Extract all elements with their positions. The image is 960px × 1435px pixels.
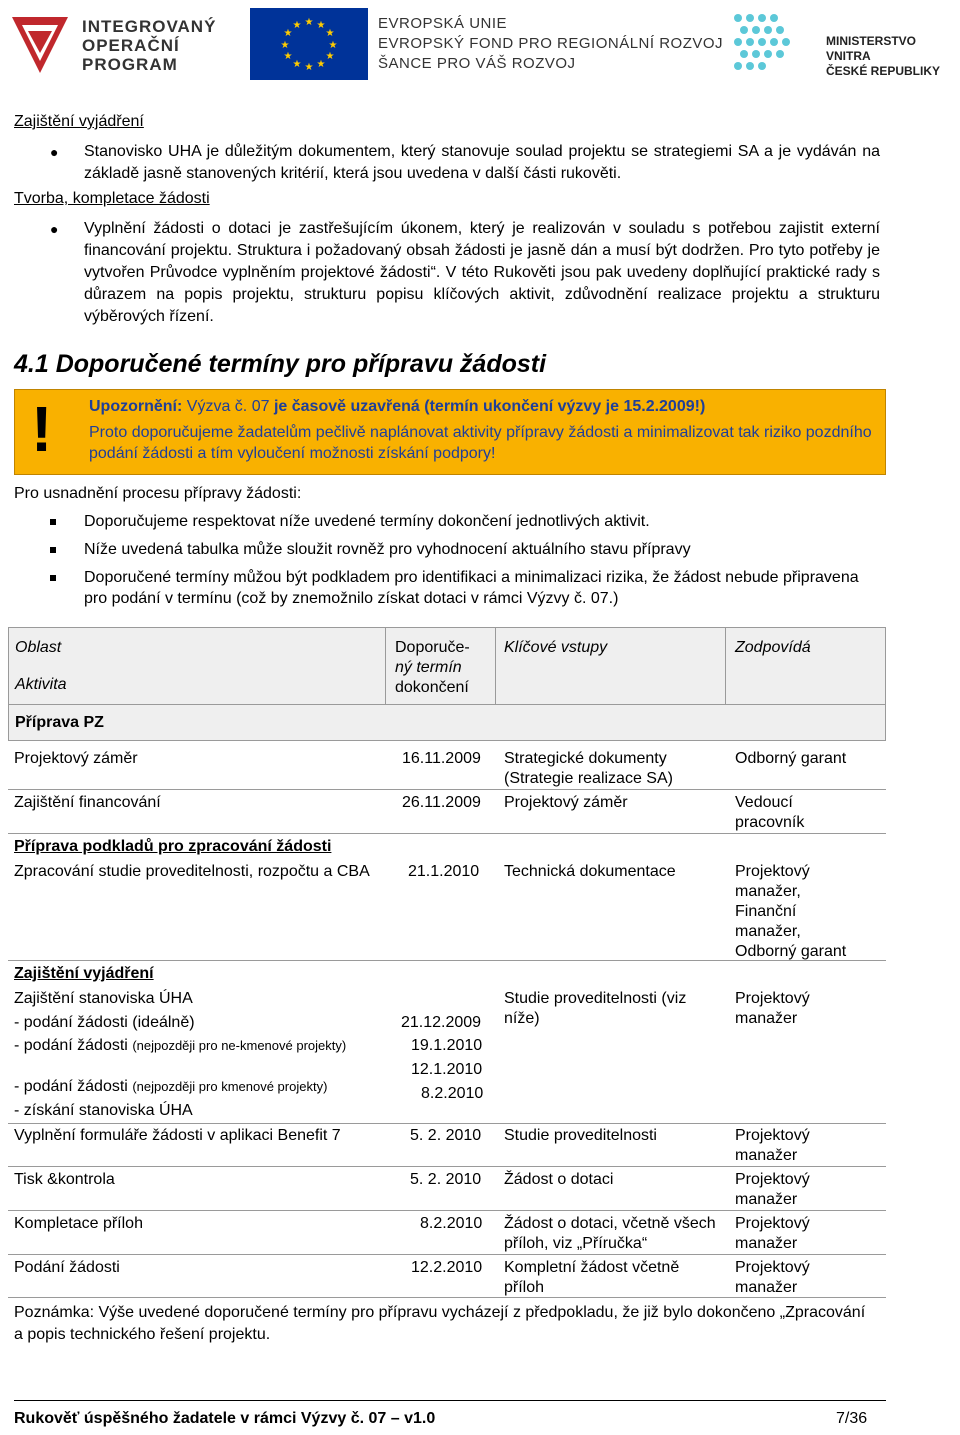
list-item: Doporučené termíny můžou být podkladem pro identifikaci a minimalizaci rizika, že žádost nebude připravena pro podání v termínu (což by znemožnilo získat dotaci v rámci Výzvy č. 07.): [50, 567, 880, 609]
table-cell: 12.1.2010: [411, 1061, 483, 1078]
svg-text:★: ★: [292, 59, 302, 70]
svg-text:★: ★: [325, 51, 335, 62]
table-cell: - podání žádosti (nejpozději pro ne-kmenové projekty): [14, 1037, 347, 1054]
square-bullet-icon: [50, 511, 84, 532]
table-cell: 8.2.2010: [420, 1215, 483, 1232]
svg-text:★: ★: [292, 20, 302, 31]
iop-logo: [12, 6, 222, 84]
svg-text:★: ★: [316, 20, 326, 31]
table-cell: 5. 2. 2010: [410, 1127, 482, 1144]
table-cell: Odborný garant: [735, 750, 847, 767]
table-cell: Zajištění stanoviska ÚHA: [14, 990, 193, 1007]
table-cell: Strategické dokumenty (Strategie realizace SA): [504, 750, 673, 787]
table-cell: Studie proveditelnosti: [504, 1127, 657, 1144]
table-cell: 12.2.2010: [411, 1259, 483, 1276]
svg-text:★: ★: [328, 40, 338, 51]
table-cell: 19.1.2010: [411, 1037, 483, 1054]
table-cell: Kompletace příloh: [14, 1215, 143, 1232]
table-cell: Projektový manažer: [735, 1259, 810, 1296]
svg-text:★: ★: [316, 59, 326, 70]
table-cell: Zpracování studie proveditelnosti, rozpočtu a CBA: [14, 863, 370, 880]
iop-logo-text: INTEGROVANÝ OPERAČNÍ PROGRAM: [82, 16, 217, 74]
iop-logo-mark: [12, 13, 76, 77]
table-header: [8, 627, 886, 741]
table-cell: 26.11.2009: [402, 794, 481, 811]
table-cell: - získání stanoviska ÚHA: [14, 1102, 193, 1119]
footer-divider: [14, 1400, 886, 1401]
section-title-opinion: Zajištění vyjádření: [14, 113, 144, 130]
svg-text:★: ★: [283, 28, 293, 39]
square-bullet-icon: [50, 539, 84, 560]
table-cell: 16.11.2009: [402, 750, 481, 767]
header-activity: Aktivita: [15, 676, 67, 693]
intro-text: Pro usnadnění procesu přípravy žádosti:: [14, 485, 302, 502]
section-title-application: Tvorba, kompletace žádosti: [14, 190, 210, 207]
table-cell: Projektový manažer: [735, 1171, 810, 1208]
table-cell: 21.1.2010: [408, 863, 480, 880]
table-cell: Podání žádosti: [14, 1259, 120, 1276]
header-inputs: Klíčové vstupy: [504, 639, 608, 656]
table-cell: Studie proveditelnosti (viz níže): [504, 990, 687, 1027]
eu-flag-icon: [250, 8, 368, 80]
table-cell: Projektový manažer: [735, 990, 810, 1027]
table-cell: Projektový manažer: [735, 1215, 810, 1252]
table-note: Poznámka: Výše uvedené doporučené termíny pro přípravu vycházejí z předpokladu, že již bylo dokončeno „Zpracování a popis technického řešení projektu.: [14, 1304, 866, 1343]
table-cell: Projektový záměr: [14, 750, 138, 767]
table-cell: 8.2.2010: [421, 1085, 484, 1102]
warning-box: [14, 389, 886, 475]
warning-headline: Upozornění: Výzva č. 07 je časově uzavřená (termín ukončení výzvy je 15.2.2009!): [89, 398, 706, 415]
table-cell: Projektový manažer: [735, 1127, 810, 1164]
warning-text: Proto doporučujeme žadatelům pečlivě naplánovat aktivity přípravy žádosti a minimalizovat tak riziko pozdního podání žádosti a tím vyloučení možnosti získání podpory!: [89, 424, 872, 462]
svg-text:★: ★: [304, 62, 314, 73]
square-bullet-icon: [50, 567, 84, 609]
list-item: Níže uvedená tabulka může sloužit rovněž pro vyhodnocení aktuálního stavu přípravy: [50, 539, 880, 560]
group-prep: Příprava PZ: [15, 714, 104, 731]
ministry-text: MINISTERSTVO VNITRA ČESKÉ REPUBLIKY: [826, 34, 941, 78]
svg-text:★: ★: [283, 51, 293, 62]
table-cell: Vyplnění formuláře žádosti v aplikaci Benefit 7: [14, 1127, 341, 1144]
table-cell: Zajištění financování: [14, 794, 161, 811]
list-item: ● Vyplnění žádosti o dotaci je zastřešujícím úkonem, který je realizován v souladu s potřebou zajistit externí financování projektu. Struktura i požadovaný obsah žádosti je jasně dán a musí být dodržen. Pro tyto potřeby je vytvořen Průvodce vyplněním projektové žádosti“. V této Rukověti jsou pak uvedeny doplňující praktické rady s důrazem na popis projektu, strukturu popisu klíčových aktivit, zdůvodnění realizace projektu a strukturu výběrových řízení.: [50, 218, 880, 328]
table-cell: 5. 2. 2010: [410, 1171, 482, 1188]
svg-text:★: ★: [280, 40, 290, 51]
section-heading: 4.1 Doporučené termíny pro přípravu žádosti: [14, 350, 547, 378]
list-item: ● Stanovisko UHA je důležitým dokumentem, který stanovuje soulad projektu se strategiemi SA a je vydáván na základě jasně stanovených kritérií, která jsou uvedena v další části rukověti.: [50, 141, 880, 185]
page-number: 7/36: [836, 1410, 868, 1427]
group-opinion: Zajištění vyjádření: [14, 965, 154, 982]
footer-title: Rukověť úspěšného žadatele v rámci Výzvy č. 07 – v1.0: [14, 1410, 436, 1427]
table-cell: Projektový záměr: [504, 794, 628, 811]
table-cell: Tisk &kontrola: [14, 1171, 115, 1188]
exclamation-icon: !: [31, 393, 53, 465]
bullet-icon: ●: [50, 144, 59, 160]
table-cell: - podání žádosti (nejpozději pro kmenové projekty): [14, 1078, 328, 1095]
table-cell: Projektový manažer, Finanční manažer, Odborný garant: [735, 863, 847, 960]
header-deadline: Doporuče- ný termín dokončení: [395, 639, 470, 696]
table-cell: 21.12.2009: [401, 1014, 482, 1031]
header-responsible: Zodpovídá: [735, 639, 811, 656]
table-cell: Žádost o dotaci: [504, 1171, 614, 1188]
header-area: Oblast: [15, 639, 62, 656]
table-cell: Technická dokumentace: [504, 863, 676, 880]
table-cell: Kompletní žádost včetně příloh: [504, 1259, 680, 1296]
table-cell: Vedoucí pracovník: [735, 794, 805, 831]
table-cell: Žádost o dotaci, včetně všech příloh, viz „Příručka“: [504, 1215, 716, 1252]
list-item: Doporučujeme respektovat níže uvedené termíny dokončení jednotlivých aktivit.: [50, 511, 880, 532]
svg-text:★: ★: [325, 28, 335, 39]
eu-text: EVROPSKÁ UNIE EVROPSKÝ FOND PRO REGIONÁLNÍ ROZVOJ ŠANCE PRO VÁŠ ROZVOJ: [378, 15, 724, 72]
group-docs: Příprava podkladů pro zpracování žádosti: [14, 838, 332, 855]
ministry-logo-icon: [730, 10, 816, 76]
table-cell: - podání žádosti (ideálně): [14, 1014, 195, 1031]
bullet-icon: ●: [50, 221, 59, 237]
svg-text:★: ★: [304, 17, 314, 28]
